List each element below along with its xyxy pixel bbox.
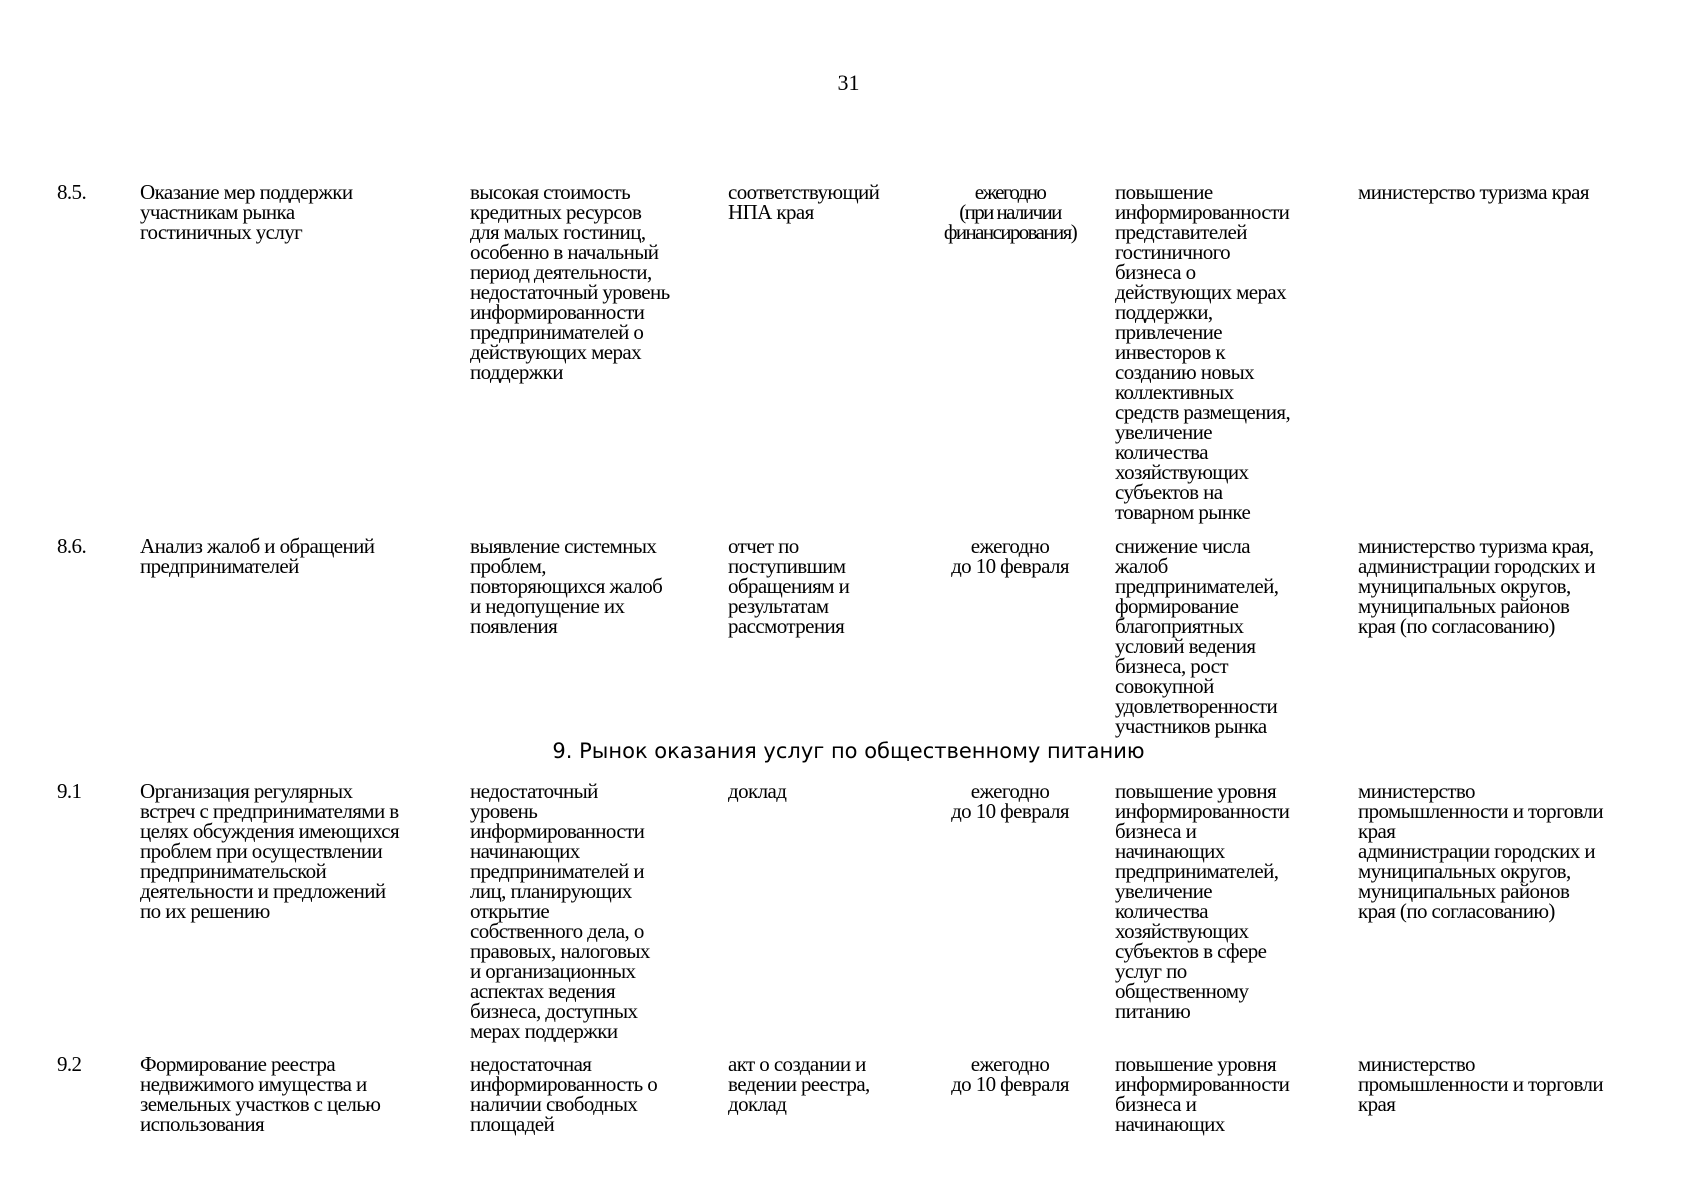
result-cell: снижение числа жалоб предпринимателей, формирование благоприятных условий ведения бизнеса, рост совокупной удовлетворенности участников рынка	[1115, 534, 1279, 738]
problem-cell: высокая стоимость кредитных ресурсов для малых гостиниц, особенно в начальный период деятельности, недостаточный уровень информированности предпринимателей о действующих мерах поддержки	[470, 180, 670, 384]
responsible-cell: министерство туризма края, администрации городских и муниципальных округов, муниципальных районов края (по согласованию)	[1358, 534, 1595, 638]
document-cell: доклад	[728, 779, 787, 803]
document-cell: отчет по поступившим обращениям и результатам рассмотрения	[728, 534, 850, 638]
term-cell: ежегодно до 10 февраля	[951, 1052, 1069, 1096]
result-cell: повышение информированности представителей гостиничного бизнеса о действующих мерах поддержки, привлечение инвесторов к созданию новых коллективных средств размещения, увеличение количества хозяйствующих субъектов на товарном рынке	[1115, 180, 1291, 524]
document-cell: соответствующий НПА края	[728, 180, 880, 224]
item-number: 8.6.	[57, 534, 87, 558]
item-number: 8.5.	[57, 180, 87, 204]
problem-cell: недостаточный уровень информированности начинающих предпринимателей и лиц, планирующих открытие собственного дела, о правовых, налоговых и организационных аспектах ведения бизнеса, доступных мерах поддержки	[470, 779, 650, 1043]
document-cell: акт о создании и ведении реестра, доклад	[728, 1052, 870, 1116]
responsible-cell: министерство промышленности и торговли края	[1358, 1052, 1604, 1116]
problem-cell: недостаточная информированность о наличии свободных площадей	[470, 1052, 658, 1136]
event-cell: Анализ жалоб и обращений предпринимателей	[140, 534, 375, 578]
result-cell: повышение уровня информированности бизнеса и начинающих предпринимателей, увеличение количества хозяйствующих субъектов в сфере услуг по общественному питанию	[1115, 779, 1290, 1023]
responsible-cell: министерство туризма края	[1358, 180, 1589, 204]
event-cell: Оказание мер поддержки участникам рынка гостиничных услуг	[140, 180, 353, 244]
event-cell: Формирование реестра недвижимого имущества и земельных участков с целью использования	[140, 1052, 381, 1136]
term-cell: ежегодно до 10 февраля	[951, 534, 1069, 578]
event-cell: Организация регулярных встреч с предпринимателями в целях обсуждения имеющихся проблем при осуществлении предпринимательской деятельности и предложений по их решению	[140, 779, 400, 923]
result-cell: повышение уровня информированности бизнеса и начинающих	[1115, 1052, 1290, 1136]
term-cell: ежегодно до 10 февраля	[951, 779, 1069, 823]
item-number: 9.2	[57, 1052, 82, 1076]
item-number: 9.1	[57, 779, 82, 803]
page-number: 31	[837, 70, 860, 95]
responsible-cell: министерство промышленности и торговли края администрации городских и муниципальных округов, муниципальных районов края (по согласованию)	[1358, 779, 1604, 923]
problem-cell: выявление системных проблем, повторяющихся жалоб и недопущение их появления	[470, 534, 663, 638]
term-cell: ежегодно (при наличии финансирования)	[943, 180, 1077, 244]
section-heading: 9. Рынок оказания услуг по общественному питанию	[552, 739, 1145, 763]
